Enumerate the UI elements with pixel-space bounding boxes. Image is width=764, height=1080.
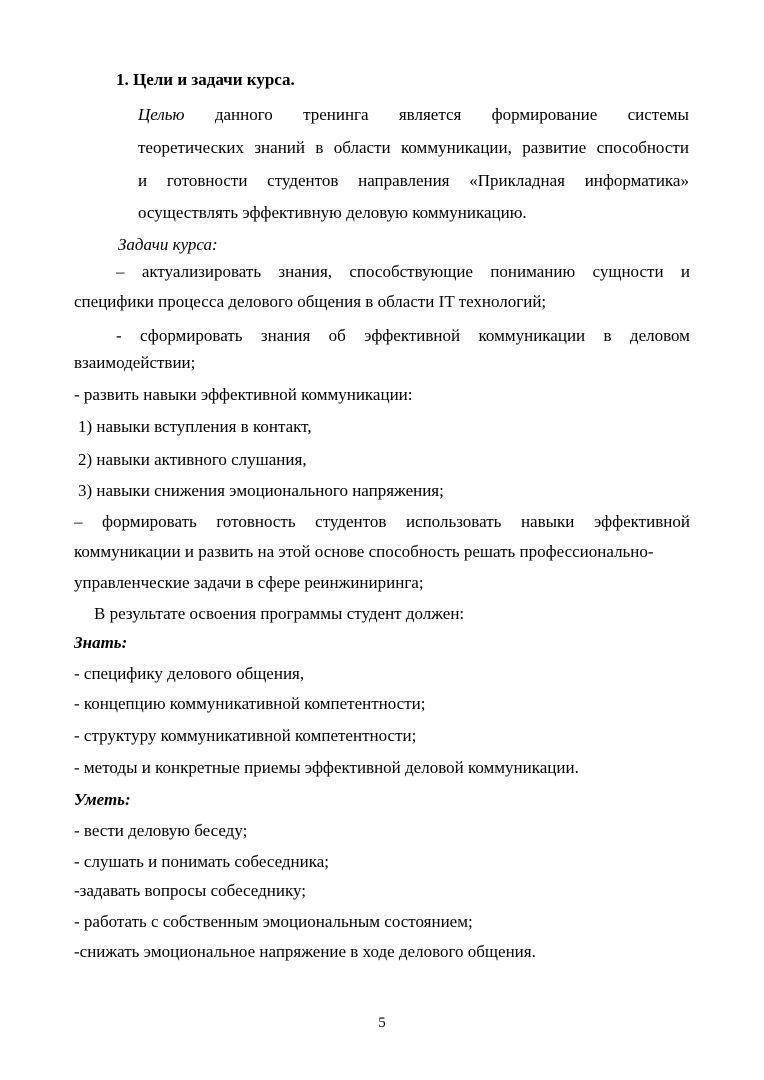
- word: эффективной: [593, 512, 690, 531]
- goal-line-2: [138, 138, 689, 158]
- word: навыки: [520, 512, 575, 531]
- word: сформировать: [140, 326, 243, 345]
- can-label: Уметь:: [74, 790, 131, 809]
- task2-line-1: [116, 326, 690, 346]
- skill-item-1: 1) навыки вступления в контакт,: [78, 417, 312, 436]
- can-item-4: - работать с собственным эмоциональным состоянием;: [74, 912, 473, 931]
- word: использовать: [405, 512, 502, 531]
- word: знания: [260, 326, 311, 345]
- word: сущности: [592, 262, 664, 281]
- word: является: [398, 105, 462, 124]
- skill-item-3: 3) навыки снижения эмоционального напряжения;: [78, 481, 444, 500]
- word: формировать: [102, 512, 197, 531]
- word: эффективной: [364, 326, 461, 345]
- word: тренинга: [303, 105, 369, 124]
- word: студентов: [315, 512, 387, 531]
- word: пониманию: [490, 262, 576, 281]
- word: «Прикладная: [469, 171, 565, 190]
- word: развитие: [522, 138, 587, 157]
- word: знания,: [278, 262, 333, 281]
- result-intro: В результате освоения программы студент должен:: [94, 604, 465, 623]
- goal-line-3: [138, 171, 689, 191]
- goal-line-1: [138, 105, 689, 125]
- know-item-4: - методы и конкретные приемы эффективной деловой коммуникации.: [74, 758, 579, 777]
- know-item-3: - структуру коммуникативной компетентности;: [74, 726, 417, 745]
- word: в: [603, 326, 612, 345]
- word: студентов: [267, 171, 339, 190]
- task2-line-2: взаимодействии;: [74, 353, 196, 372]
- task4-line-2: коммуникации и развить на этой основе способность решать профессионально-: [74, 542, 654, 561]
- word: и: [680, 262, 690, 281]
- word: -: [116, 326, 122, 345]
- word: в: [315, 138, 324, 157]
- know-item-1: - специфику делового общения,: [74, 664, 305, 683]
- word: –: [116, 262, 125, 281]
- word: актуализировать: [141, 262, 262, 281]
- word: теоретических: [138, 138, 244, 157]
- can-item-5: -снижать эмоциональное напряжение в ходе делового общения.: [74, 942, 536, 961]
- know-item-2: - концепцию коммуникативной компетентности;: [74, 694, 426, 713]
- page-number: 5: [378, 1015, 386, 1031]
- tasks-label: Задачи курса:: [118, 235, 218, 254]
- word: знаний: [254, 138, 305, 157]
- task4-line-3: управленческие задачи в сфере реинжиниринга;: [74, 573, 424, 592]
- word: способствующие: [349, 262, 473, 281]
- word: способности: [596, 138, 689, 157]
- word: коммуникации: [478, 326, 586, 345]
- word: системы: [627, 105, 689, 124]
- can-item-2: - слушать и понимать собеседника;: [74, 852, 330, 871]
- word: готовности: [166, 171, 248, 190]
- word: деловом: [629, 326, 690, 345]
- word: –: [74, 512, 83, 531]
- goal-line-4: осуществлять эффективную деловую коммуникацию.: [138, 203, 527, 222]
- word: формирование: [491, 105, 598, 124]
- task1-line-1: [116, 262, 690, 282]
- task4-line-1: [74, 512, 690, 532]
- know-label: Знать:: [74, 633, 128, 652]
- skill-item-2: 2) навыки активного слушания,: [78, 450, 307, 469]
- word: информатика»: [584, 171, 689, 190]
- word: области: [333, 138, 391, 157]
- word: об: [328, 326, 346, 345]
- word: и: [138, 171, 148, 190]
- can-item-3: -задавать вопросы собеседнику;: [74, 881, 306, 900]
- goal-italic-word: Целью: [138, 105, 185, 124]
- word: данного: [214, 105, 273, 124]
- can-item-1: - вести деловую беседу;: [74, 821, 248, 840]
- task3-line: - развить навыки эффективной коммуникации:: [74, 385, 413, 404]
- word: коммуникации,: [400, 138, 512, 157]
- word: готовность: [216, 512, 296, 531]
- word: направления: [358, 171, 450, 190]
- task1-line-2: специфики процесса делового общения в области IT технологий;: [74, 292, 547, 311]
- section-heading: 1. Цели и задачи курса.: [116, 70, 295, 89]
